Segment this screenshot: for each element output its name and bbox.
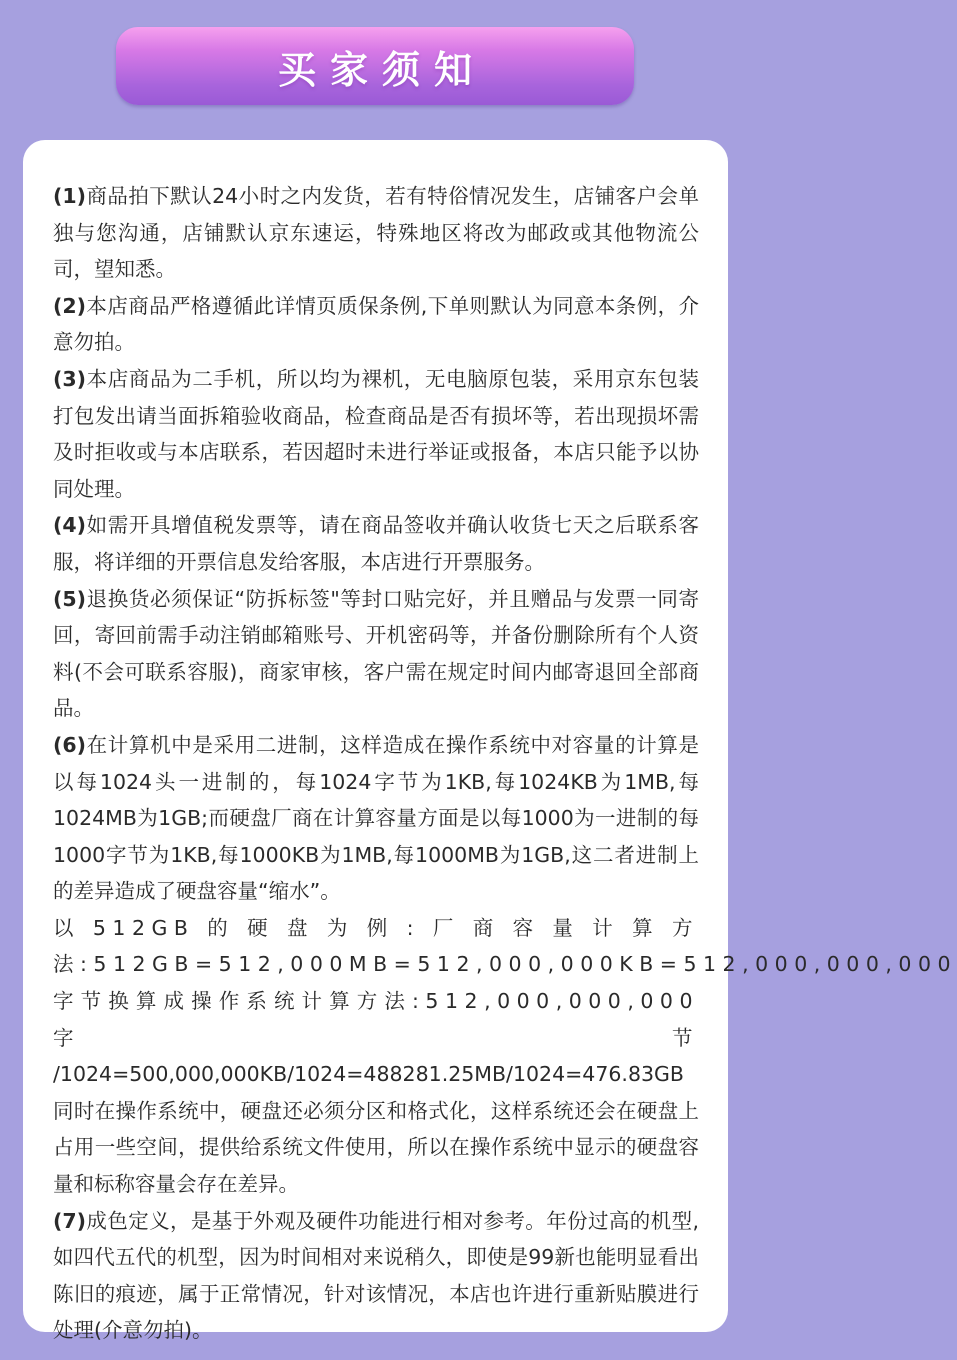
capacity-example-text: /1024=500,000,000KB/1024=488281.25MB/1024=476.83GB同时在操作系统中，硬盘还必须分区和格式化，这样系统还会在硬盘上占用一些空间，提供给系统文件使用，所以在操作系统中显示的硬盘容量和标称容量会存在差异。	[53, 1062, 699, 1197]
item-text: 商品拍下默认24小时之内发货，若有特俗情况发生，店铺客户会单独与您沟通，店铺默认京东速运，特殊地区将改为邮政或其他物流公司，望知悉。	[53, 184, 699, 282]
title-banner	[116, 27, 634, 105]
notice-item-4	[53, 507, 699, 580]
notice-card	[23, 140, 957, 1343]
notice-item-1	[53, 178, 699, 288]
notice-item-3	[53, 361, 699, 507]
notice-item-7	[53, 1203, 699, 1349]
notice-item-6	[53, 727, 699, 910]
notice-item-2	[53, 288, 699, 361]
item-number: (6)	[53, 732, 87, 757]
item-number: (4)	[53, 513, 87, 538]
item-text: 成色定义，是基于外观及硬件功能进行相对参考。年份过高的机型,如四代五代的机型，因为时间相对来说稍久，即使是99新也能明显看出陈旧的痕迹，属于正常情况，针对该情况，本店也许进行重新贴膜进行处理(介意勿拍)。	[53, 1208, 699, 1343]
item-text: 本店商品为二手机，所以均为裸机，无电脑原包装，采用京东包装打包发出请当面拆箱验收商品，检查商品是否有损坏等，若出现损坏需及时拒收或与本店联系，若因超时未进行举证或报备，本店只能予以协同处理。	[53, 366, 699, 501]
item-text: 在计算机中是采用二进制，这样造成在操作系统中对容量的计算是以每1024头一进制的，每1024字节为1KB,每1024KB为1MB,每1024MB为1GB;而硬盘厂商在计算容量方面是以每1000为一进制的每1000字节为1KB,每1000KB为1MB,每1000MB为1GB,这二者进制上的差异造成了硬盘容量“缩水”。	[53, 732, 699, 904]
item-text: 如需开具增值税发票等，请在商品签收并确认收货七天之后联系客服，将详细的开票信息发给客服，本店进行开票服务。	[53, 513, 699, 574]
item-number: (7)	[53, 1208, 87, 1233]
item-number: (1)	[53, 184, 87, 208]
item-text: 退换货必须保证“防拆标签"等封口贴完好，并且赠品与发票一同寄回，寄回前需手动注销邮箱账号、开机密码等，并备份删除所有个人资料(不会可联系容服)，商家审核，客户需在规定时间内邮寄退回全部商品。	[53, 586, 699, 721]
item-number: (2)	[53, 293, 87, 318]
item-number: (5)	[53, 586, 87, 611]
notice-item-5	[53, 581, 699, 727]
page-title: 买家须知	[277, 47, 486, 92]
item-text: 本店商品严格遵循此详情页质保条例,下单则默认为同意本条例，介意勿拍。	[53, 293, 699, 355]
capacity-example-spread: 以512GB的硬盘为例:厂商容量计算方法:512GB=512,000MB=512,000,000KB=512,000,000,000字节换算成操作系统计算方法:512,000,000,000字节	[53, 915, 957, 1050]
item-number: (3)	[53, 366, 87, 391]
